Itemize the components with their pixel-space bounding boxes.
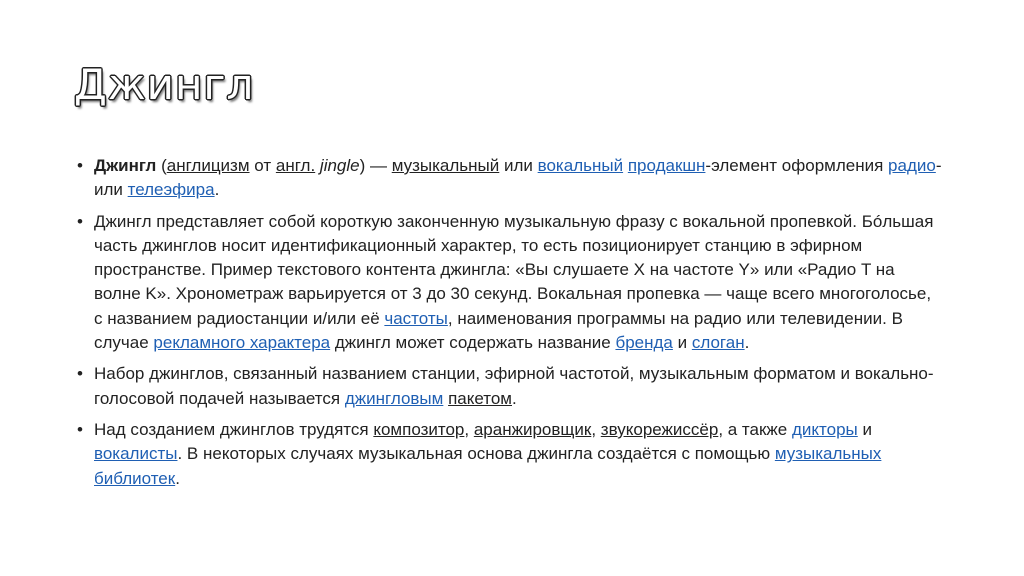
link-brand[interactable]: бренда [615, 333, 673, 353]
text: - или [94, 156, 942, 200]
term-jingle: Джингл [94, 156, 157, 175]
bullet-description [74, 210, 944, 356]
text: Над созданием джинглов трудятся [94, 419, 374, 439]
link-vocal[interactable]: вокальный [537, 156, 624, 175]
text: и [857, 419, 872, 439]
bullet-list [74, 154, 944, 498]
text: , [464, 419, 474, 439]
link-announcers[interactable]: дикторы [791, 419, 858, 439]
text: ) — [359, 156, 392, 175]
term-jingle-english: jingle [319, 156, 360, 175]
bullet-creators [74, 418, 944, 491]
link-jingle-adj[interactable]: джингловым [344, 388, 444, 408]
link-engl[interactable]: англ. [275, 156, 316, 175]
bullet-jingle-package [74, 362, 944, 411]
text: , [591, 419, 601, 439]
slide-title: Джингл [74, 60, 255, 109]
text: ( [156, 156, 167, 175]
text: джингл может содержать название [330, 333, 616, 353]
link-musical[interactable]: музыкальный [391, 156, 500, 175]
text: . В некоторых случаях музыкальная основа джингла создаётся с помощью [177, 444, 775, 464]
link-tv-broadcast[interactable]: телеэфира [127, 180, 215, 200]
text: , наименования программы на радио или телевидении. В случае [94, 308, 903, 353]
link-arranger[interactable]: аранжировщик [473, 419, 592, 439]
bullet-definition [74, 154, 944, 203]
link-anglicism[interactable]: англицизм [166, 156, 250, 175]
link-package[interactable]: пакетом [448, 388, 512, 408]
text: Набор джинглов, связанный названием станции, эфирной частотой, музыкальным форматом и вокально-голосовой подачей называется [94, 364, 934, 408]
text: от [249, 156, 276, 175]
text: . [744, 333, 750, 353]
link-radio[interactable]: радио [888, 156, 936, 175]
text: . [214, 180, 220, 200]
text: и [672, 333, 692, 353]
text: . [175, 468, 180, 488]
link-frequency[interactable]: частоты [384, 308, 448, 328]
text: Джингл представляет собой короткую законченную музыкальную фразу с вокальной пропевкой. Бóльшая часть джинглов носит идентификационный характер, то есть позиционирует станцию в эфирном пространстве. Пример текстового контента джингла: «Вы слушаете X на частоте Y» или «Радио T на волне K». Хронометраж варьируется от 3 до 30 секунд. Вокальная пропевка — чаще всего многоголосье, с названием радиостанции и/или её [94, 211, 934, 328]
text: , а также [718, 419, 792, 439]
link-music-libraries[interactable]: музыкальных библиотек [94, 444, 882, 488]
link-slogan[interactable]: слоган [691, 333, 745, 353]
text: -элемент оформления [705, 156, 889, 175]
link-sound-engineer[interactable]: звукорежиссёр [600, 419, 719, 439]
text: . [512, 388, 517, 408]
link-production[interactable]: продакшн [627, 156, 706, 175]
text: или [499, 156, 538, 175]
link-vocalists[interactable]: вокалисты [94, 444, 178, 464]
link-composer[interactable]: композитор [373, 419, 465, 439]
link-advertising[interactable]: рекламного характера [153, 333, 331, 353]
